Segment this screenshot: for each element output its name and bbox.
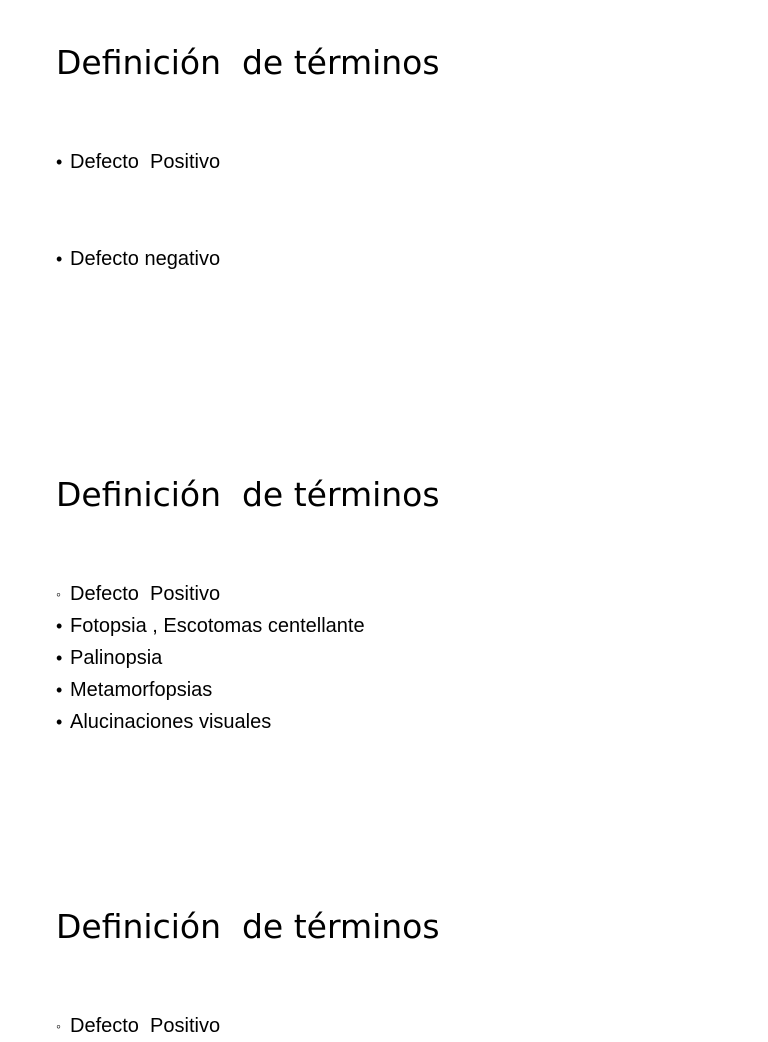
list-item bbox=[56, 146, 220, 178]
hollow-bullet-icon: ◦ bbox=[56, 1018, 61, 1034]
bullet-text: Defecto Positivo bbox=[70, 1014, 221, 1037]
bullet-text: Alucinaciones visuales bbox=[70, 710, 272, 733]
slide-title: Definición de términos bbox=[56, 475, 440, 514]
hollow-bullet-icon: ◦ bbox=[56, 586, 61, 602]
slide-1 bbox=[0, 0, 768, 432]
bullet-list bbox=[56, 578, 365, 738]
list-item bbox=[56, 243, 220, 275]
bullet-list bbox=[56, 146, 220, 340]
bullet-text: Metamorfopsias bbox=[70, 678, 213, 701]
bullet-text: Defecto Positivo bbox=[70, 150, 221, 173]
list-item bbox=[56, 610, 365, 642]
bullet-text: Palinopsia bbox=[70, 646, 163, 669]
bullet-icon: • bbox=[56, 711, 63, 732]
bullet-text: Defecto Positivo bbox=[70, 582, 221, 605]
bullet-list bbox=[56, 1010, 220, 1042]
list-item bbox=[56, 578, 365, 610]
bullet-text: Fotopsia , Escotomas centellante bbox=[70, 614, 365, 637]
bullet-icon: • bbox=[56, 615, 63, 636]
slide-title: Definición de términos bbox=[56, 907, 440, 946]
list-item bbox=[56, 706, 365, 738]
bullet-text: Defecto negativo bbox=[70, 247, 221, 270]
slide-3 bbox=[0, 864, 768, 1037]
list-item bbox=[56, 1010, 220, 1042]
bullet-icon: • bbox=[56, 151, 63, 172]
bullet-icon: • bbox=[56, 248, 63, 269]
bullet-icon: • bbox=[56, 679, 63, 700]
list-item bbox=[56, 642, 365, 674]
list-item bbox=[56, 674, 365, 706]
slide-2 bbox=[0, 432, 768, 864]
slide-title: Definición de términos bbox=[56, 43, 440, 82]
bullet-icon: • bbox=[56, 647, 63, 668]
